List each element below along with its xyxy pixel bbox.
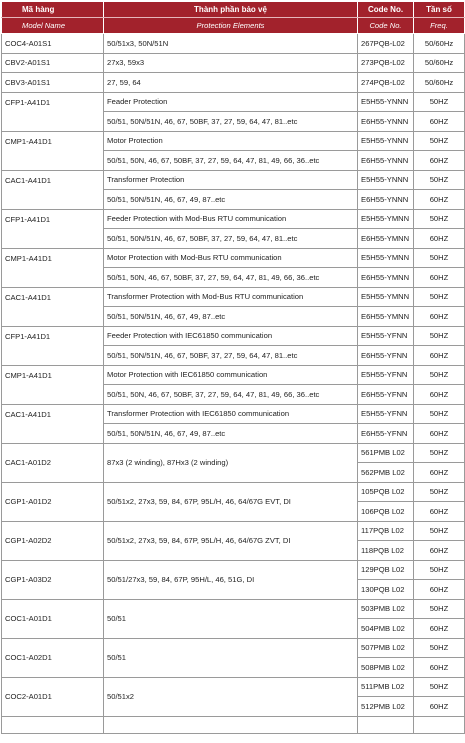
- model-cell: CFP1-A41D1: [2, 209, 104, 248]
- freq-cell: 50/60Hz: [414, 73, 465, 93]
- model-cell: CGP1-A01D2: [2, 482, 104, 521]
- protection-title-cell: Feeder Protection with IEC61850 communication: [104, 326, 358, 346]
- protection-title-cell: Motor Protection with IEC61850 communication: [104, 365, 358, 385]
- table-row: [2, 521, 465, 541]
- table-row: [2, 599, 465, 619]
- freq-cell: 60HZ: [414, 307, 465, 327]
- freq-cell: 60HZ: [414, 424, 465, 444]
- protection-title-cell: Feader Protection: [104, 92, 358, 112]
- freq-cell: 50HZ: [414, 404, 465, 424]
- freq-cell: 60HZ: [414, 658, 465, 678]
- table-row: [2, 482, 465, 502]
- protection-elements-cell: 50/51, 50N/51N, 46, 67, 50BF, 37, 27, 59, 64, 47, 81..etc: [104, 229, 358, 249]
- empty-cell: [2, 716, 104, 733]
- freq-cell: 50HZ: [414, 560, 465, 580]
- table-body: [2, 34, 465, 734]
- model-cell: CMP1-A41D1: [2, 365, 104, 404]
- empty-cell: [358, 716, 414, 733]
- code-cell: 129PQB L02: [358, 560, 414, 580]
- header-protection-en: Protection Elements: [104, 18, 358, 34]
- code-cell: 562PMB L02: [358, 463, 414, 483]
- protection-elements-cell: 50/51, 50N/51N, 46, 67, 49, 87..etc: [104, 424, 358, 444]
- freq-cell: 50/60Hz: [414, 34, 465, 54]
- header-freq-en: Freq.: [414, 18, 465, 34]
- code-cell: 561PMB L02: [358, 443, 414, 463]
- protection-cell: 50/51/27x3, 59, 84, 67P, 95H/L, 46, 51G, DI: [104, 560, 358, 599]
- protection-cell: 27, 59, 64: [104, 73, 358, 93]
- code-cell: E6H55-YFNN: [358, 385, 414, 405]
- code-cell: 117PQB L02: [358, 521, 414, 541]
- table-row: [2, 92, 465, 112]
- freq-cell: 60HZ: [414, 346, 465, 366]
- freq-cell: 50HZ: [414, 92, 465, 112]
- protection-cell: 87x3 (2 winding), 87Hx3 (2 winding): [104, 443, 358, 482]
- code-cell: E5H55-YNNN: [358, 131, 414, 151]
- code-cell: 512PMB L02: [358, 697, 414, 717]
- model-cell: CAC1-A41D1: [2, 170, 104, 209]
- protection-elements-cell: 50/51, 50N, 46, 67, 50BF, 37, 27, 59, 64, 47, 81, 49, 66, 36..etc: [104, 268, 358, 288]
- model-cell: COC2-A01D1: [2, 677, 104, 716]
- header-code-vi: Code No.: [358, 2, 414, 18]
- code-cell: E6H55-YNNN: [358, 151, 414, 171]
- code-cell: 105PQB L02: [358, 482, 414, 502]
- code-cell: E6H55-YFNN: [358, 346, 414, 366]
- freq-cell: 60HZ: [414, 190, 465, 210]
- protection-elements-cell: 50/51, 50N, 46, 67, 50BF, 37, 27, 59, 64, 47, 81, 49, 66, 36..etc: [104, 151, 358, 171]
- code-cell: E5H55-YFNN: [358, 365, 414, 385]
- table-row: [2, 404, 465, 424]
- protection-cell: 27x3, 59x3: [104, 53, 358, 73]
- code-cell: 508PMB L02: [358, 658, 414, 678]
- table-header: [2, 2, 465, 34]
- model-cell: CGP1-A03D2: [2, 560, 104, 599]
- code-cell: E5H55-YFNN: [358, 326, 414, 346]
- freq-cell: 60HZ: [414, 541, 465, 561]
- freq-cell: 60HZ: [414, 151, 465, 171]
- code-cell: 267PQB-L02: [358, 34, 414, 54]
- freq-cell: 50HZ: [414, 248, 465, 268]
- freq-cell: 50HZ: [414, 365, 465, 385]
- code-cell: 274PQB-L02: [358, 73, 414, 93]
- table-row: [2, 677, 465, 697]
- protection-title-cell: Motor Protection with Mod-Bus RTU communication: [104, 248, 358, 268]
- protection-cell: 50/51: [104, 599, 358, 638]
- table-row: [2, 365, 465, 385]
- freq-cell: 60HZ: [414, 502, 465, 522]
- code-cell: 130PQB L02: [358, 580, 414, 600]
- protection-elements-cell: 50/51, 50N/51N, 46, 67, 50BF, 37, 27, 59, 64, 47, 81..etc: [104, 346, 358, 366]
- code-cell: 118PQB L02: [358, 541, 414, 561]
- freq-cell: 50HZ: [414, 170, 465, 190]
- protection-elements-cell: 50/51, 50N/51N, 46, 67, 50BF, 37, 27, 59, 64, 47, 81..etc: [104, 112, 358, 132]
- protection-elements-cell: 50/51, 50N, 46, 67, 50BF, 37, 27, 59, 64, 47, 81, 49, 66, 36..etc: [104, 385, 358, 405]
- freq-cell: 50HZ: [414, 326, 465, 346]
- code-cell: E6H55-YMNN: [358, 307, 414, 327]
- header-freq-vi: Tần số: [414, 2, 465, 18]
- protection-title-cell: Feeder Protection with Mod-Bus RTU communication: [104, 209, 358, 229]
- table-row: [2, 248, 465, 268]
- code-cell: E5H55-YNNN: [358, 92, 414, 112]
- model-cell: CFP1-A41D1: [2, 92, 104, 131]
- model-cell: CBV3-A01S1: [2, 73, 104, 93]
- model-cell: CBV2-A01S1: [2, 53, 104, 73]
- table-row: [2, 326, 465, 346]
- code-cell: 511PMB L02: [358, 677, 414, 697]
- protection-cell: 50/51x2: [104, 677, 358, 716]
- header-code-en: Code No.: [358, 18, 414, 34]
- model-cell: CAC1-A01D2: [2, 443, 104, 482]
- freq-cell: 60HZ: [414, 463, 465, 483]
- product-table: [1, 1, 465, 734]
- freq-cell: 60HZ: [414, 229, 465, 249]
- freq-cell: 50HZ: [414, 482, 465, 502]
- code-cell: E6H55-YMNN: [358, 268, 414, 288]
- code-cell: E5H55-YFNN: [358, 404, 414, 424]
- model-cell: CAC1-A41D1: [2, 404, 104, 443]
- table-row: [2, 209, 465, 229]
- code-cell: E5H55-YNNN: [358, 170, 414, 190]
- table-row: [2, 443, 465, 463]
- code-cell: E5H55-YMNN: [358, 248, 414, 268]
- protection-elements-cell: 50/51, 50N/51N, 46, 67, 49, 87..etc: [104, 307, 358, 327]
- protection-cell: 50/51x3, 50N/51N: [104, 34, 358, 54]
- table-row: [2, 73, 465, 93]
- code-cell: 503PMB L02: [358, 599, 414, 619]
- model-cell: COC4-A01S1: [2, 34, 104, 54]
- protection-title-cell: Motor Protection: [104, 131, 358, 151]
- protection-title-cell: Transformer Protection with IEC61850 communication: [104, 404, 358, 424]
- protection-cell: 50/51x2, 27x3, 59, 84, 67P, 95L/H, 46, 64/67G EVT, DI: [104, 482, 358, 521]
- empty-cell: [414, 716, 465, 733]
- freq-cell: 50HZ: [414, 209, 465, 229]
- model-cell: CMP1-A41D1: [2, 131, 104, 170]
- freq-cell: 60HZ: [414, 268, 465, 288]
- code-cell: E6H55-YFNN: [358, 424, 414, 444]
- freq-cell: 50/60Hz: [414, 53, 465, 73]
- table-row: [2, 170, 465, 190]
- freq-cell: 50HZ: [414, 521, 465, 541]
- freq-cell: 50HZ: [414, 287, 465, 307]
- freq-cell: 50HZ: [414, 638, 465, 658]
- freq-cell: 60HZ: [414, 112, 465, 132]
- table-row: [2, 287, 465, 307]
- freq-cell: 50HZ: [414, 599, 465, 619]
- code-cell: 273PQB-L02: [358, 53, 414, 73]
- code-cell: E6H55-YNNN: [358, 190, 414, 210]
- freq-cell: 60HZ: [414, 385, 465, 405]
- freq-cell: 50HZ: [414, 443, 465, 463]
- protection-cell: 50/51x2, 27x3, 59, 84, 67P, 95L/H, 46, 64/67G ZVT, DI: [104, 521, 358, 560]
- code-cell: E5H55-YMNN: [358, 287, 414, 307]
- freq-cell: 60HZ: [414, 580, 465, 600]
- code-cell: 106PQB L02: [358, 502, 414, 522]
- model-cell: CGP1-A02D2: [2, 521, 104, 560]
- code-cell: 507PMB L02: [358, 638, 414, 658]
- protection-elements-cell: 50/51, 50N/51N, 46, 67, 49, 87..etc: [104, 190, 358, 210]
- header-model-vi: Mã hàng: [2, 2, 104, 18]
- freq-cell: 50HZ: [414, 677, 465, 697]
- table-row: [2, 560, 465, 580]
- freq-cell: 60HZ: [414, 619, 465, 639]
- empty-cell: [104, 716, 358, 733]
- model-cell: COC1-A02D1: [2, 638, 104, 677]
- table-row: [2, 638, 465, 658]
- code-cell: E5H55-YMNN: [358, 209, 414, 229]
- table-row-empty: [2, 716, 465, 733]
- freq-cell: 50HZ: [414, 131, 465, 151]
- model-cell: CMP1-A41D1: [2, 248, 104, 287]
- code-cell: E6H55-YMNN: [358, 229, 414, 249]
- protection-title-cell: Transformer Protection: [104, 170, 358, 190]
- table-row: [2, 53, 465, 73]
- table-row: [2, 131, 465, 151]
- freq-cell: 60HZ: [414, 697, 465, 717]
- protection-title-cell: Transformer Protection with Mod-Bus RTU communication: [104, 287, 358, 307]
- header-protection-vi: Thành phần bảo vệ: [104, 2, 358, 18]
- code-cell: 504PMB L02: [358, 619, 414, 639]
- code-cell: E6H55-YNNN: [358, 112, 414, 132]
- table-row: [2, 34, 465, 54]
- header-model-en: Model Name: [2, 18, 104, 34]
- protection-cell: 50/51: [104, 638, 358, 677]
- model-cell: CFP1-A41D1: [2, 326, 104, 365]
- model-cell: CAC1-A41D1: [2, 287, 104, 326]
- model-cell: COC1-A01D1: [2, 599, 104, 638]
